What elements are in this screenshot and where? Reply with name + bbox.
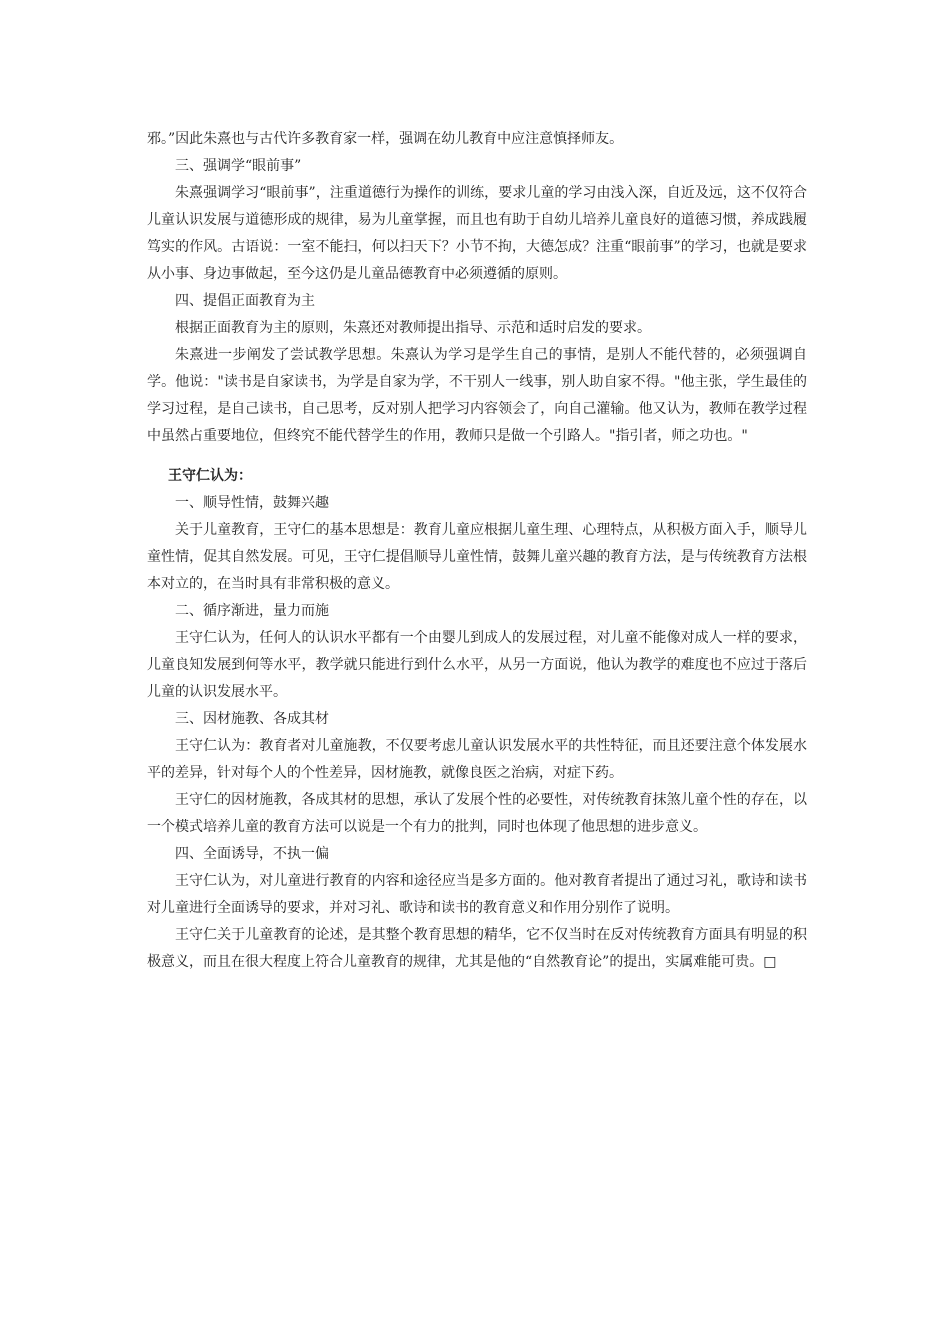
heading-zhuxi-3: 三、强调学“眼前事” xyxy=(175,158,302,174)
paragraph-wang-5: 王守仁关于儿童教育的论述，是其整个教育思想的精华，它不仅当时在反对传统教育方面具有明显的积极意义，而且在很大程度上符合儿童教育的规律，尤其是他的“自然教育论”的提出，实属难能可贵。□ xyxy=(147,927,807,970)
heading-wang-2: 二、循序渐进，量力而施 xyxy=(175,603,329,619)
paragraph-wang-4: 王守仁认为，对儿童进行教育的内容和途径应当是多方面的。他对教育者提出了通过习礼，歌诗和读书对儿童进行全面诱导的要求，并对习礼、歌诗和读书的教育意义和作用分别作了说明。 xyxy=(147,873,807,916)
paragraph-zhuxi-4: 根据正面教育为主的原则，朱熹还对教师提出指导、示范和适时启发的要求。 xyxy=(175,320,651,336)
document-page xyxy=(147,126,807,976)
paragraph-zhuxi-3: 朱熹强调学习“眼前事”，注重道德行为操作的训练，要求儿童的学习由浅入深，自近及远，这不仅符合儿童认识发展与道德形成的规律，易为儿童掌握，而且也有助于自幼儿培养儿童良好的道德习惯，养成践履笃实的作风。古语说：一室不能扫，何以扫天下？小节不拘，大德怎成？注重“眼前事”的学习，也就是要求从小事、身边事做起，至今这仍是儿童品德教育中必须遵循的原则。 xyxy=(147,185,807,282)
section-title-wang-shouren: 王守仁认为： xyxy=(168,468,252,484)
paragraph-wang-1: 关于儿童教育，王守仁的基本思想是：教育儿童应根据儿童生理、心理特点，从积极方面入手，顺导儿童性情，促其自然发展。可见，王守仁提倡顺导儿童性情，鼓舞儿童兴趣的教育方法，是与传统教育方法根本对立的，在当时具有非常积极的意义。 xyxy=(147,522,807,592)
paragraph-continuation: 邪。”因此朱熹也与古代许多教育家一样，强调在幼儿教育中应注意慎择师友。 xyxy=(147,131,624,147)
heading-zhuxi-4: 四、提倡正面教育为主 xyxy=(175,293,315,309)
paragraph-wang-3b: 王守仁的因材施教，各成其材的思想，承认了发展个性的必要性，对传统教育抹煞儿童个性的存在，以一个模式培养儿童的教育方法可以说是一个有力的批判，同时也体现了他思想的进步意义。 xyxy=(147,792,807,835)
paragraph-zhuxi-5: 朱熹进一步阐发了尝试教学思想。朱熹认为学习是学生自己的事情，是别人不能代替的，必须强调自学。他说："读书是自家读书，为学是自家为学，不干别人一线事，别人助自家不得。"他主张，学生最佳的学习过程，是自己读书，自己思考，反对别人把学习内容领会了，向自己灌输。他又认为，教师在教学过程中虽然占重要地位，但终究不能代替学生的作用，教师只是做一个引路人。"指引者，师之功也。" xyxy=(147,347,807,444)
heading-wang-4: 四、全面诱导，不执一偏 xyxy=(175,846,329,862)
heading-wang-3: 三、因材施教、各成其材 xyxy=(175,711,329,727)
paragraph-wang-3: 王守仁认为：教育者对儿童施教，不仅要考虑儿童认识发展水平的共性特征，而且还要注意个体发展水平的差异，针对每个人的个性差异，因材施教，就像良医之治病，对症下药。 xyxy=(147,738,807,781)
paragraph-wang-2: 王守仁认为，任何人的认识水平都有一个由婴儿到成人的发展过程，对儿童不能像对成人一样的要求，儿童良知发展到何等水平，教学就只能进行到什么水平，从另一方面说，他认为教学的难度也不应过于落后儿童的认识发展水平。 xyxy=(147,630,807,700)
heading-wang-1: 一、顺导性情，鼓舞兴趣 xyxy=(175,495,329,511)
